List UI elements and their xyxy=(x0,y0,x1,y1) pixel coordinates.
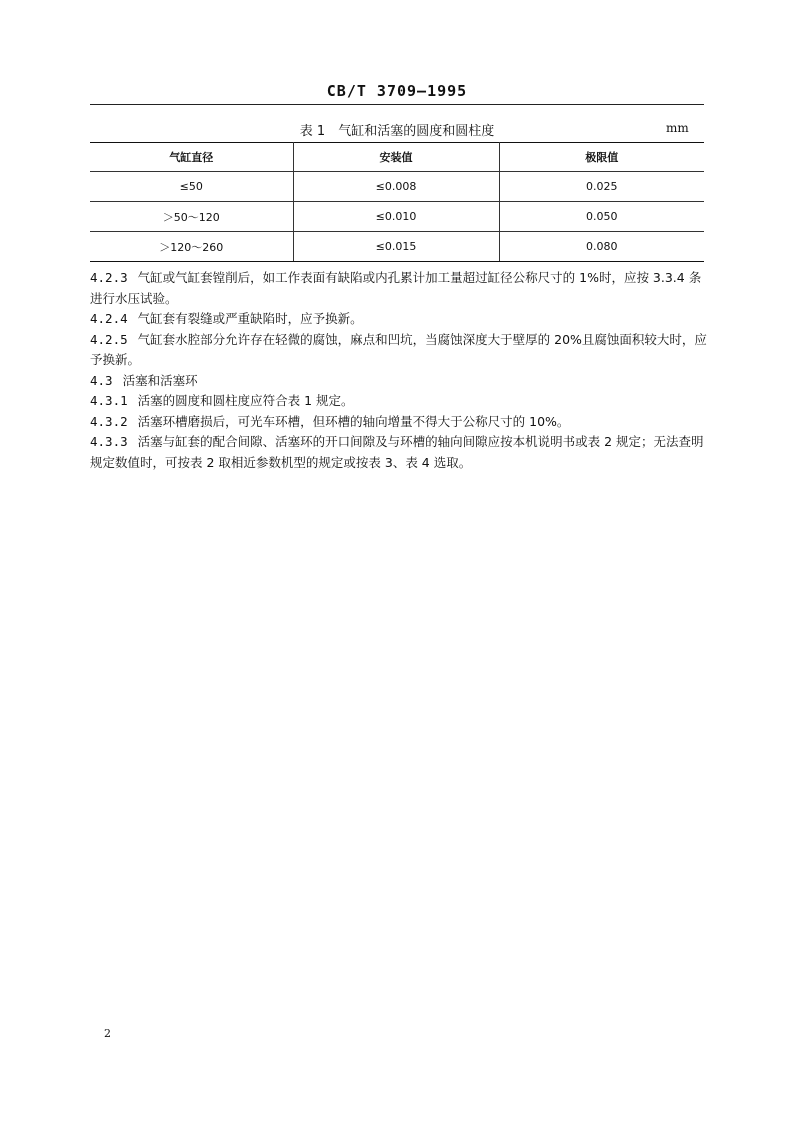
section-4-3-heading xyxy=(90,371,710,392)
clause-text: 活塞与缸套的配合间隙、活塞环的开口间隙及与环槽的轴向间隙应按本机说明书或表 2 规定；无法查明规定数值时，可按表 2 取相近参数机型的规定或按表 3、表 4 选取。 xyxy=(90,434,704,470)
table-cell: ≤0.010 xyxy=(293,202,499,232)
clause-4-2-3 xyxy=(90,268,710,309)
table-row xyxy=(90,232,704,262)
column-header-cylinder-diameter: 气缸直径 xyxy=(90,143,293,172)
clause-4-2-5 xyxy=(90,330,710,371)
table-cell: ≤0.008 xyxy=(293,172,499,202)
table-cell: ＞120～260 xyxy=(90,232,293,262)
clause-text: 气缸套有裂缝或严重缺陷时，应予换新。 xyxy=(137,311,363,326)
column-header-install-value: 安装值 xyxy=(293,143,499,172)
clause-text: 气缸套水腔部分允许存在轻微的腐蚀，麻点和凹坑，当腐蚀深度大于壁厚的 20%且腐蚀面积较大时，应予换新。 xyxy=(90,331,707,367)
clause-number: 4.2.5 xyxy=(90,331,128,347)
clause-4-3-1 xyxy=(90,391,710,412)
roundness-table xyxy=(90,142,704,262)
table-cell: ≤50 xyxy=(90,172,293,202)
table-cell: 0.050 xyxy=(499,202,704,232)
column-header-limit-value: 极限值 xyxy=(499,143,704,172)
clause-4-2-4 xyxy=(90,309,710,330)
table-row xyxy=(90,202,704,232)
table-row xyxy=(90,172,704,202)
header-divider xyxy=(90,104,704,105)
clause-text: 活塞和活塞环 xyxy=(122,372,198,388)
clause-4-3-2 xyxy=(90,412,710,433)
clause-number: 4.2.4 xyxy=(90,311,128,326)
table-cell: 0.080 xyxy=(499,232,704,262)
standard-code-header: CB/T 3709—1995 xyxy=(326,82,468,100)
clause-text: 活塞的圆度和圆柱度应符合表 1 规定。 xyxy=(137,393,354,408)
table-cell: 0.025 xyxy=(499,172,704,202)
clause-number: 4.3.1 xyxy=(90,393,128,408)
clause-4-3-3 xyxy=(90,432,710,473)
clause-number: 4.2.3 xyxy=(90,270,128,285)
clause-text: 活塞环槽磨损后，可光车环槽，但环槽的轴向增量不得大于公称尺寸的 10%。 xyxy=(137,413,570,429)
clause-text: 气缸或气缸套镗削后，如工作表面有缺陷或内孔累计加工量超过缸径公称尺寸的 1%时，应按 3.3.4 条进行水压试验。 xyxy=(90,270,702,306)
clause-number: 4.3.3 xyxy=(90,434,128,449)
table-cell: ＞50～120 xyxy=(90,202,293,232)
clause-number: 4.3.2 xyxy=(90,413,128,429)
body-text xyxy=(90,268,710,473)
table-unit: mm xyxy=(666,121,689,135)
table-caption: 表 1 气缸和活塞的圆度和圆柱度 xyxy=(299,124,495,139)
clause-number: 4.3 xyxy=(90,372,113,388)
page-number: 2 xyxy=(104,1027,111,1040)
table-header-row xyxy=(90,143,704,172)
table-cell: ≤0.015 xyxy=(293,232,499,262)
